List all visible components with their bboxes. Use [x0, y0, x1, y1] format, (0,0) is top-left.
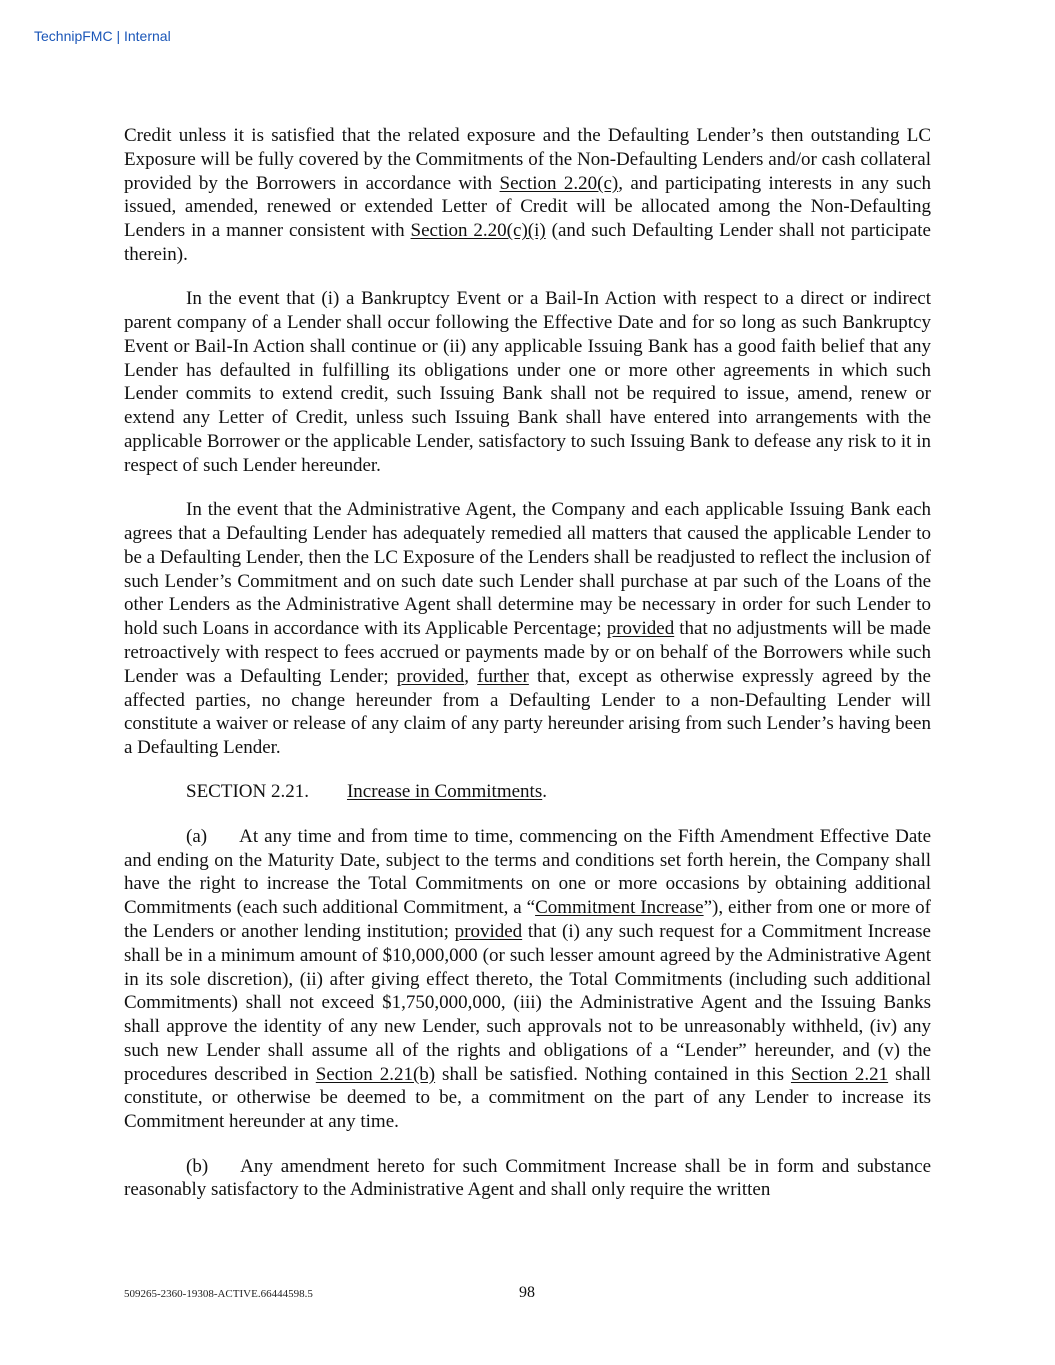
- section-title-period: .: [542, 781, 547, 803]
- paragraph-remedied-defaulting-lender: [124, 498, 931, 760]
- paragraph-bankruptcy-event: In the event that (i) a Bankruptcy Event or a Bail-In Action with respect to a direct or indirect parent company of a Lender shall occur following the Effective Date and for so long as such Bankruptcy Event or Bail-In Action shall continue or (ii) any applicable Issuing Bank has a good faith belief that any Lender has defaulted in fulfilling its obligations under one or more other agreements in which such Lender commits to extend credit, such Issuing Bank shall not be required to issue, amend, renew or extend any Letter of Credit, unless such Issuing Bank shall have entered into arrangements with the applicable Borrower or the applicable Lender, satisfactory to such Issuing Bank to defease any risk to it in respect of such Lender hereunder.: [124, 288, 931, 476]
- paragraph-text: Credit unless it is satisfied that the related exposure and the Defaulting Lender’s then outstanding LC Exposure will be fully covered by the Commitments of the Non-Defaulting Lenders and/or cash collateral provided by the Borrowers in accordance with: [124, 125, 931, 194]
- paragraph-2-21-a: [124, 825, 931, 1134]
- paragraph-text: shall be satisfied. Nothing contained in this: [435, 1063, 791, 1085]
- subsection-label: (b): [186, 1155, 209, 1177]
- section-reference-2-20-c-i[interactable]: Section 2.20(c)(i): [410, 220, 546, 242]
- defined-term-provided: provided: [454, 920, 523, 942]
- document-id: 509265-2360-19308-ACTIVE.66444598.5: [124, 1288, 313, 1300]
- paragraph-text: In the event that the Administrative Agent, the Company and each applicable Issuing Bank each agrees that a Defaulting Lender has adequately remedied all matters that caused the applicable Lender to be a Defaulting Lender, then the LC Exposure of the Lenders shall be readjusted to reflect the inclusion of such Lender’s Commitment and on such date such Lender shall purchase at par such of the Loans of the other Lenders as the Administrative Agent shall determine may be necessary in order for such Lender to hold such Loans in accordance with its Applicable Percentage;: [124, 499, 931, 640]
- paragraph-text: ”), either from one or more of the Lenders or another lending institution;: [124, 897, 931, 942]
- paragraph-text: Any amendment hereto for such Commitment Increase shall be in form and substance reasonably satisfactory to the Administrative Agent and shall only require the written: [124, 1155, 931, 1201]
- section-reference-2-20-c[interactable]: Section 2.20(c): [499, 172, 619, 194]
- paragraph-text: , and participating interests in any such issued, amended, renewed or extended Letter of Credit will be allocated among the Non-Defaulting Lenders in a manner consistent with: [124, 172, 932, 242]
- section-heading-2-21: [124, 780, 931, 804]
- paragraph-text: that no adjustments will be made retroactively with respect to fees accrued or payments made by or on behalf of the Borrowers while such Lender was a Defaulting Lender;: [124, 618, 931, 687]
- defined-term-further: further: [477, 665, 529, 687]
- paragraph-text: At any time and from time to time, commencing on the Fifth Amendment Effective Date and ending on the Maturity Date, subject to the terms and conditions set forth herein, the Company shall have the right to increase the Total Commitments on one or more occasions by obtaining additional Commitments (each such additional Commitment, a “: [124, 825, 931, 919]
- paragraph-text: ,: [464, 665, 478, 687]
- section-reference-2-21[interactable]: Section 2.21: [790, 1063, 889, 1085]
- document-body: [124, 124, 931, 1223]
- defined-term-provided: provided: [606, 618, 675, 640]
- paragraph-2-21-b: [124, 1155, 931, 1203]
- section-reference-2-21-b[interactable]: Section 2.21(b): [315, 1063, 436, 1085]
- paragraph-text: that, except as otherwise expressly agreed by the affected parties, no change hereunder from a Defaulting Lender to a non-Defaulting Lender will constitute a waiver or release of any claim of any party hereunder arising from such Lender’s having been a Defaulting Lender.: [124, 665, 931, 759]
- defined-term-commitment-increase: Commitment Increase: [535, 897, 704, 919]
- classification-label: TechnipFMC | Internal: [34, 28, 171, 44]
- paragraph-letter-of-credit-continuation: [124, 124, 931, 267]
- paragraph-text: that (i) any such request for a Commitment Increase shall be in a minimum amount of $10,000,000 (or such lesser amount agreed by the Administrative Agent in its sole discretion), (ii) after giving effect thereto, the Total Commitments (including such additional Commitments) shall not exceed $1,750,000,000, (iii) the Administrative Agent and the Issuing Banks shall approve the identity of any new Lender, such approvals not to be unreasonably withheld, (iv) any such new Lender shall assume all of the rights and obligations of a “Lender” hereunder, and (v) the procedures described in: [124, 920, 931, 1085]
- section-title: Increase in Commitments: [346, 781, 543, 803]
- section-number: SECTION 2.21.: [186, 781, 309, 803]
- paragraph-text: shall constitute, or otherwise be deemed to be, a commitment on the part of any Lender to increase its Commitment hereunder at any time.: [124, 1063, 931, 1133]
- defined-term-provided: provided: [396, 665, 465, 687]
- subsection-label: (a): [186, 825, 208, 847]
- page-number: 98: [519, 1284, 535, 1301]
- paragraph-text: (and such Defaulting Lender shall not participate therein).: [124, 220, 931, 265]
